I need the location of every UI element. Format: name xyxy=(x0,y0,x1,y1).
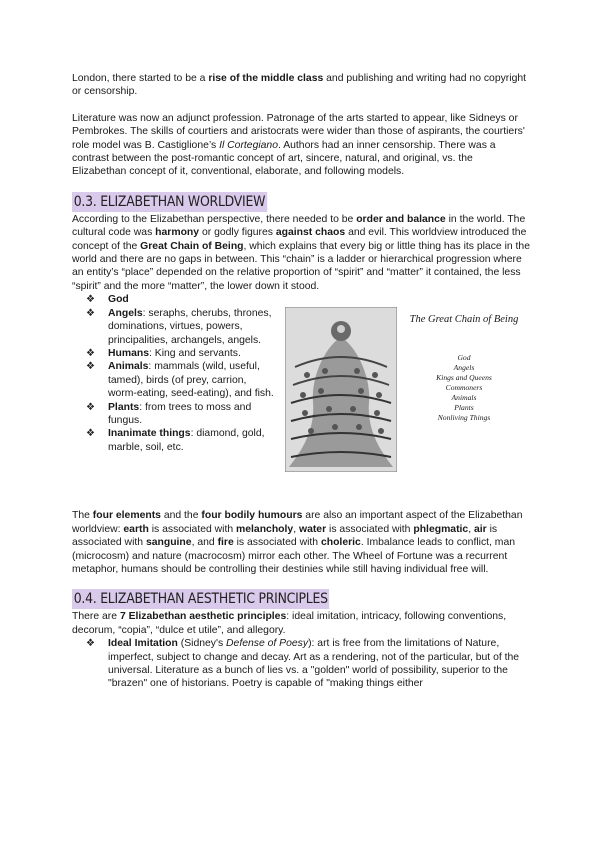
figure-item: Nonliving Things xyxy=(437,412,491,422)
engraving-illustration-art xyxy=(285,307,397,472)
intro-paragraph-2: Literature was now an adjunct profession. Patronage of the arts started to appear, like Sidneys or Pembrokes. The skills of courtiers and aristocrats were wider than those of aspirants, the courtiers' role model was B. Castiglione’s Il Cortegiano. Authors had an inner censorship. There was a contrast between the post-romantic concept of art, sincere, natural, and original, vs. the Elizabethan concept of it, conventional, elaborate, and following models. xyxy=(72,112,525,178)
section-heading-aesthetic: 0.4. ELIZABETHAN AESTHETIC PRINCIPLES xyxy=(73,591,328,608)
figure-item: Angels xyxy=(453,362,475,372)
bullet-diamond-icon: ❖ xyxy=(86,401,95,413)
section-heading-worldview: 0.3. ELIZABETHAN WORLDVIEW xyxy=(73,193,266,210)
figure-item: Kings and Queens xyxy=(436,372,492,382)
bullet-diamond-icon: ❖ xyxy=(86,294,95,306)
bullet-diamond-icon: ❖ xyxy=(86,638,95,650)
intro-paragraph-1: London, there started to be a rise of the middle class and publishing and writing had no copyright or censorship. xyxy=(72,73,527,98)
worldview-paragraph: According to the Elizabethan perspective, there needed to be order and balance in the world. The cultural code was harmony or godly figures against chaos and evil. This worldview introduced the concept of the Great Chain of Being, which explains that every big or little thing has its place in the world and there are no gaps in between. This “chain” is a ladder or hierarchical progression where an entity’s “place” depended on the relative proportion of “spirit” and “matter” it contained, the less “spirit” and the more “matter”, the lower down it stood. xyxy=(72,213,530,292)
great-chain-figure xyxy=(285,307,525,472)
figure-item: God xyxy=(457,352,471,362)
aesthetic-paragraph: There are 7 Elizabethan aesthetic principles: ideal imitation, intricacy, following conventions, decorum, “copia”, “dulce et utile”, and allegory. xyxy=(72,611,507,636)
list-item: ❖ Humans: King and servants. xyxy=(86,347,241,359)
figure-item: Commoners xyxy=(445,382,483,392)
list-item: ❖ Plants: from trees to moss and fungus. xyxy=(86,401,252,426)
figure-caption xyxy=(403,307,525,472)
list-item: ❖ God xyxy=(86,294,129,306)
elements-humours-paragraph: The four elements and the four bodily humours are also an important aspect of the Elizabethan worldview: earth is associated with melancholy, water is associated with phlegmatic, air is associated with sanguine, and fire is associated with choleric. Imbalance leads to conflict, man (microcosm) and nature (macrocosm) mirror each other. The Wheel of Fortune was a recurrent metaphor, humans should be controlling their destinies while still having individual free will. xyxy=(72,510,523,575)
list-item: ❖ Ideal Imitation (Sidney's Defense of Poesy): art is free from the limitations of Nature, imperfect, subject to change and decay. Art as a rendering, not of the particular, but of the universal. Literature as a bunch of lies vs. a "golden" world of possibility, superior to the "brazen" one of historians. Poetry is capable of "making things either xyxy=(86,638,520,690)
bullet-diamond-icon: ❖ xyxy=(86,347,95,359)
figure-item: Animals xyxy=(451,392,477,402)
figure-item-list xyxy=(403,353,525,423)
chain-list xyxy=(72,293,278,454)
bullet-diamond-icon: ❖ xyxy=(86,428,95,440)
engraving-illustration xyxy=(285,307,397,472)
document-page xyxy=(72,72,530,691)
list-item: ❖ Animals: mammals (wild, useful, tamed), birds (of prey, carrion, worm-eating, seed-eating), and fish. xyxy=(86,361,274,400)
aesthetic-list xyxy=(72,637,530,691)
bullet-diamond-icon: ❖ xyxy=(86,307,95,319)
bullet-diamond-icon: ❖ xyxy=(86,361,95,373)
figure-item: Plants xyxy=(454,402,474,412)
list-item: ❖ Inanimate things: diamond, gold, marble, soil, etc. xyxy=(86,428,265,453)
chain-of-being-block xyxy=(72,293,530,493)
figure-title: The Great Chain of Being xyxy=(409,314,519,326)
list-item: ❖ Angels: seraphs, cherubs, thrones, dominations, virtues, powers, principalities, archangels, angels. xyxy=(86,307,272,346)
